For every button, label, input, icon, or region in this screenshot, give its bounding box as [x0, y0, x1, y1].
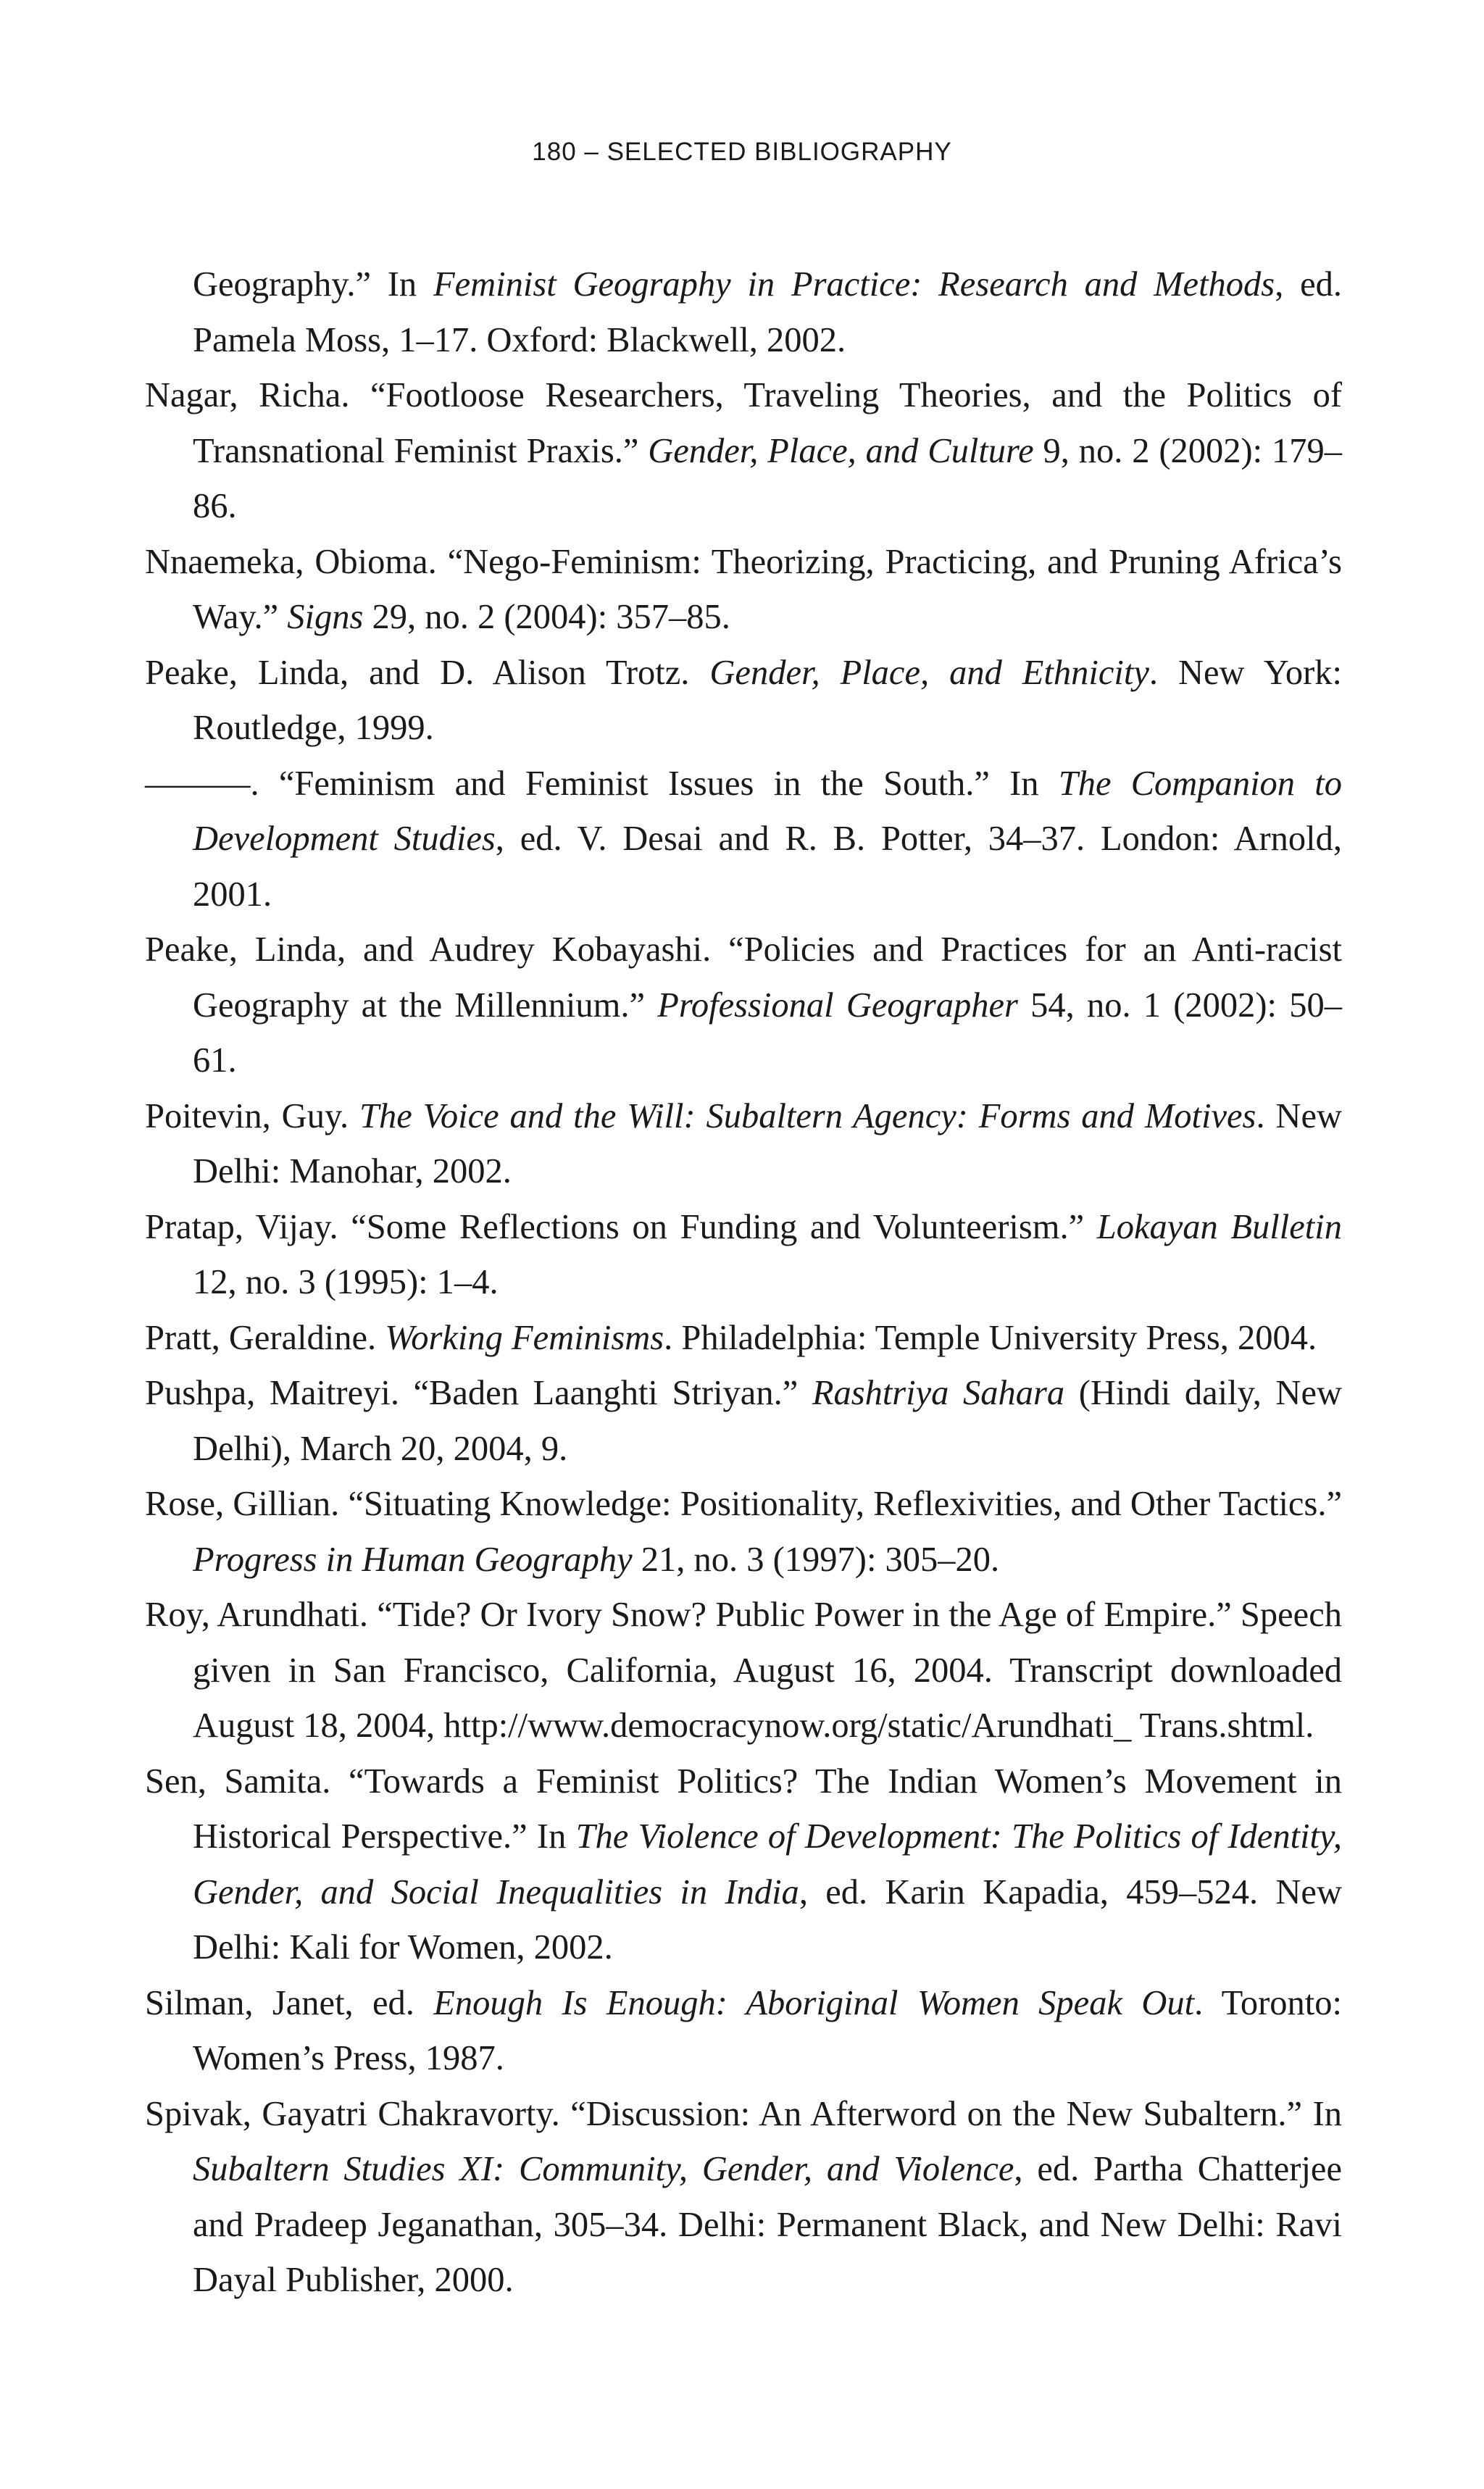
- entry-title-italic: Rashtriya Sahara: [812, 1374, 1065, 1412]
- entry-title-italic: Working Feminisms: [385, 1318, 664, 1357]
- entry-text: Nagar, Richa. “Footloose Researchers, Traveling Theories, and the Politics of Transnational Feminist Praxis.”: [145, 376, 1342, 470]
- entry-text: Pratap, Vijay. “Some Reflections on Funding and Volunteerism.”: [145, 1207, 1097, 1246]
- entry-title-italic: Gender, Place, and Ethnicity: [709, 653, 1149, 692]
- bibliography-entry: [145, 1089, 1343, 1200]
- entry-title-italic: Feminist Geography in Practice: Research and Methods: [433, 265, 1275, 304]
- entry-text: Geography.” In: [193, 265, 433, 304]
- bibliography-list: [145, 257, 1342, 2309]
- bibliography-entry: [145, 1976, 1343, 2087]
- entry-text: (Hindi daily, New Delhi), March 20, 2004, 9.: [193, 1374, 1343, 1468]
- entry-title-italic: Signs: [287, 598, 364, 636]
- entry-text: , ed. Partha Chatterjee and Pradeep Jeganathan, 305–34. Delhi: Permanent Black, and New Delhi: Ravi Dayal Publisher, 2000.: [193, 2150, 1342, 2299]
- entry-text: 29, no. 2 (2004): 357–85.: [363, 598, 730, 636]
- bibliography-entry: [145, 1754, 1342, 1976]
- entry-text: 21, no. 3 (1997): 305–20.: [632, 1540, 1000, 1579]
- bibliography-entry-continued: [193, 257, 1342, 368]
- entry-text: Silman, Janet, ed.: [145, 1983, 434, 2022]
- entry-text: , ed. Karin Kapadia, 459–524. New Delhi: Kali for Women, 2002.: [193, 1872, 1342, 1967]
- entry-text: Spivak, Gayatri Chakravorty. “Discussion: An Afterword on the New Subaltern.” In: [145, 2094, 1342, 2133]
- bibliography-entry: [145, 922, 1342, 1089]
- entry-text: . New York: Routledge, 1999.: [193, 653, 1343, 747]
- bibliography-entry: [145, 2087, 1342, 2309]
- entry-text: Pratt, Geraldine.: [145, 1318, 385, 1357]
- bibliography-entry: [145, 535, 1342, 646]
- entry-text: Rose, Gillian. “Situating Knowledge: Positionality, Reflexivities, and Other Tactics.”: [145, 1485, 1342, 1523]
- entry-text: Pushpa, Maitreyi. “Baden Laanghti Striyan.”: [145, 1374, 812, 1412]
- bibliography-entry: [145, 1200, 1342, 1311]
- entry-title-italic: Gender, Place, and Culture: [648, 431, 1034, 470]
- bibliography-entry: [145, 368, 1342, 535]
- bibliography-entry: [145, 756, 1342, 923]
- bibliography-entry: [145, 1588, 1342, 1754]
- entry-text: Peake, Linda, and Audrey Kobayashi. “Policies and Practices for an Anti-racist Geography at the Millennium.”: [145, 930, 1342, 1025]
- entry-text: Roy, Arundhati. “Tide? Or Ivory Snow? Public Power in the Age of Empire.” Speech given in San Francisco, California, August 16, 2004. Transcript downloaded August 18, 2004, http://www.democracynow.org/static/Arundhati_ Trans.shtml.: [145, 1596, 1342, 1745]
- running-head: 180 – SELECTED BIBLIOGRAPHY: [532, 138, 952, 166]
- bibliography-entry: [145, 1477, 1342, 1588]
- entry-text: . New Delhi: Manohar, 2002.: [193, 1096, 1343, 1191]
- entry-text: Nnaemeka, Obioma. “Nego-Feminism: Theorizing, Practicing, and Pruning Africa’s Way.”: [145, 542, 1342, 636]
- entry-text: 54, no. 1 (2002): 50–61.: [193, 985, 1342, 1080]
- entry-title-italic: Lokayan Bulletin: [1096, 1207, 1342, 1246]
- entry-title-italic: Subaltern Studies XI: Community, Gender, and Violence: [193, 2150, 1014, 2188]
- entry-text: Peake, Linda, and D. Alison Trotz.: [145, 653, 710, 692]
- entry-title-italic: The Violence of Development: The Politics of Identity, Gender, and Social Inequalities in India: [193, 1817, 1342, 1911]
- entry-title-italic: The Companion to Development Studies: [193, 764, 1342, 858]
- bibliography-entry: [145, 646, 1343, 756]
- entry-text: , ed. V. Desai and R. B. Potter, 34–37. London: Arnold, 2001.: [193, 820, 1342, 914]
- entry-text: Sen, Samita. “Towards a Feminist Politics? The Indian Women’s Movement in Historical Perspective.” In: [145, 1762, 1342, 1856]
- entry-text: ———. “Feminism and Feminist Issues in the South.” In: [145, 764, 1059, 803]
- bibliography-entry: [145, 1366, 1343, 1477]
- entry-title-italic: Progress in Human Geography: [193, 1540, 633, 1579]
- entry-title-italic: The Voice and the Will: Subaltern Agency: Forms and Motives: [359, 1096, 1256, 1135]
- entry-title-italic: Professional Geographer: [657, 985, 1018, 1025]
- entry-text: Poitevin, Guy.: [145, 1096, 360, 1135]
- bibliography-entry: [145, 1311, 1342, 1367]
- entry-text: 12, no. 3 (1995): 1–4.: [193, 1263, 499, 1301]
- entry-text: 9, no. 2 (2002): 179–86.: [193, 431, 1342, 525]
- entry-text: . Philadelphia: Temple University Press, 2004.: [664, 1318, 1317, 1357]
- entry-text: , ed. Pamela Moss, 1–17. Oxford: Blackwell, 2002.: [193, 265, 1342, 359]
- entry-text: . Toronto: Women’s Press, 1987.: [193, 1983, 1343, 2077]
- entry-title-italic: Enough Is Enough: Aboriginal Women Speak Out: [433, 1983, 1195, 2022]
